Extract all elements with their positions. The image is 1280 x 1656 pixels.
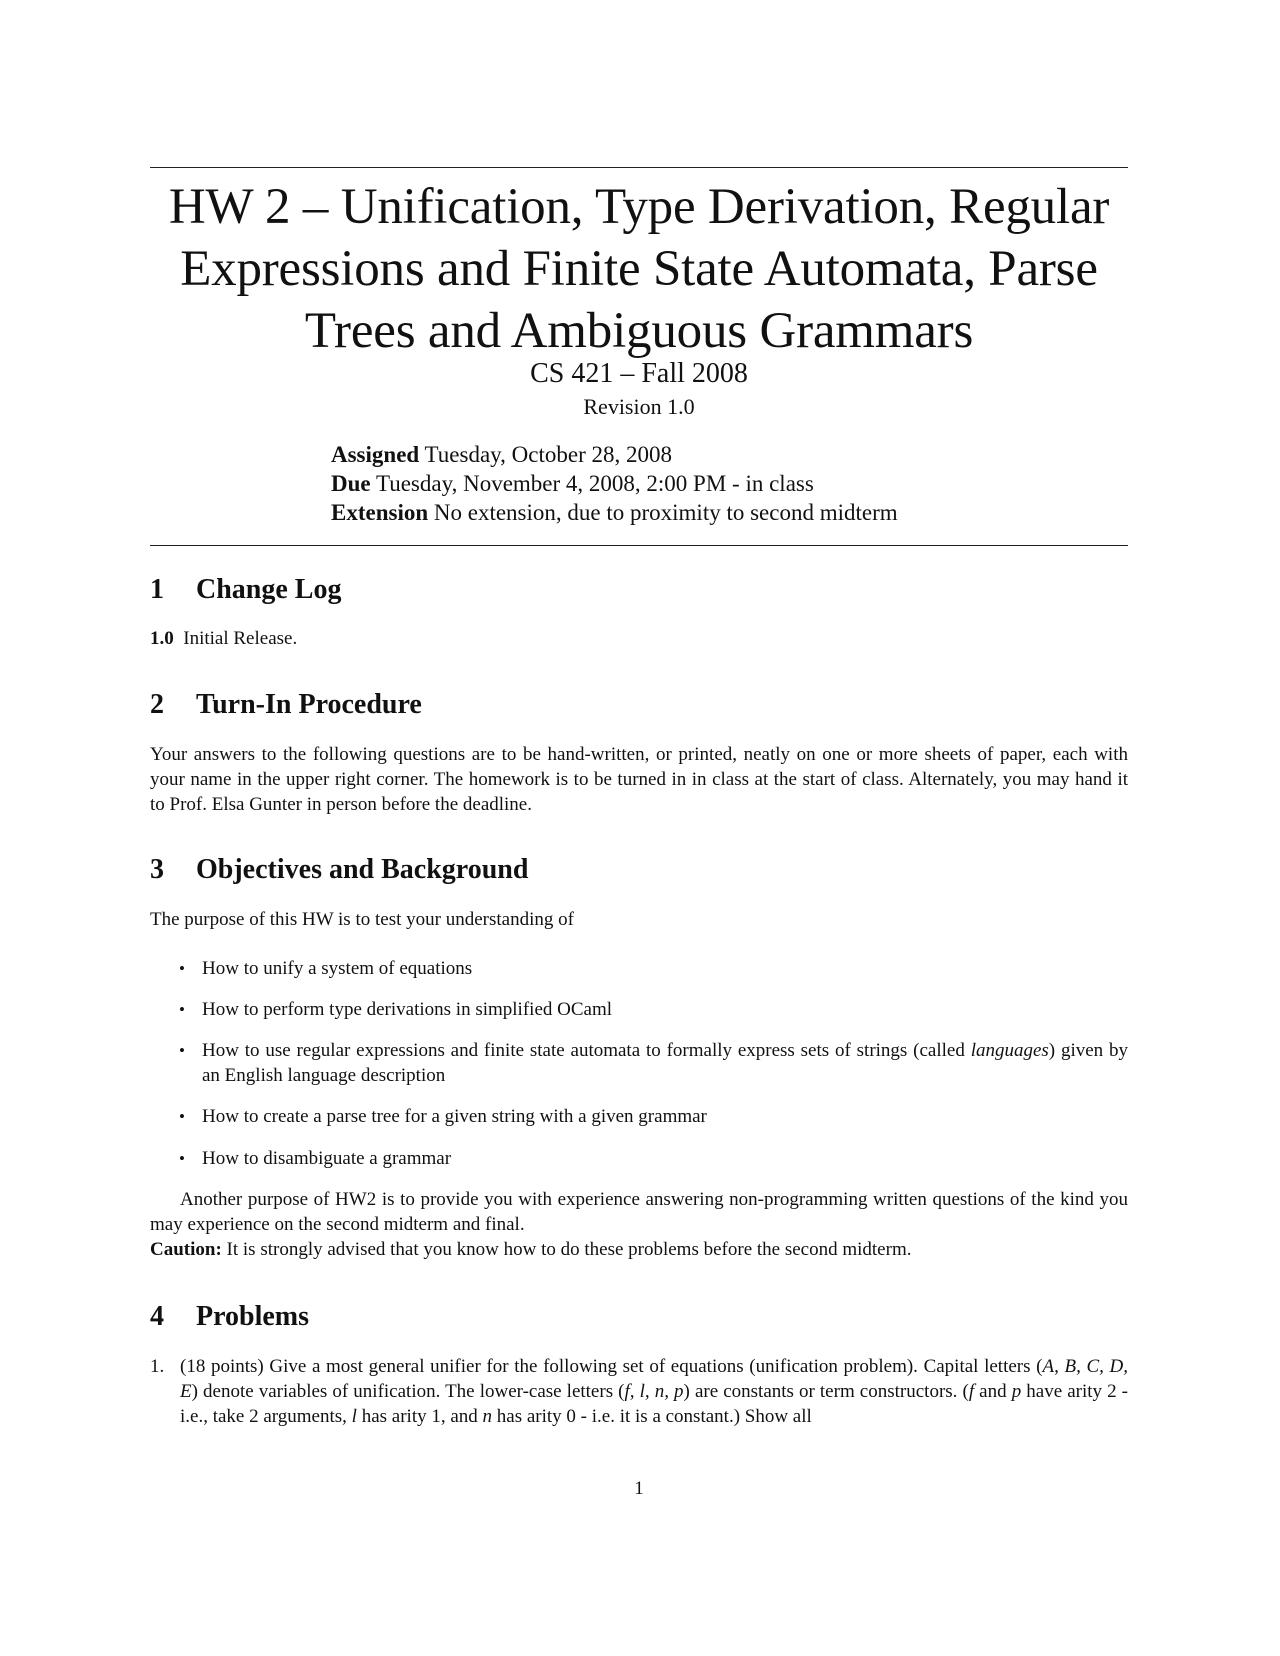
section-heading-turn-in (150, 688, 422, 722)
document-title (150, 176, 1128, 362)
section-number: 2 (150, 689, 164, 720)
extension-label: Extension (331, 500, 429, 525)
section-title: Turn-In Procedure (196, 689, 422, 720)
due-row (331, 469, 898, 498)
changelog-text: Initial Release. (183, 628, 298, 649)
page-number: 1 (634, 1478, 644, 1499)
section-number: 4 (150, 1301, 164, 1332)
due-label: Due (331, 471, 371, 496)
italic-term: languages (970, 1040, 1049, 1061)
section-heading-change-log (150, 573, 341, 607)
another-purpose-paragraph: Another purpose of HW2 is to provide you with experience answering non-programming written questions of the kind you may experience on the second midterm and final. (150, 1189, 1128, 1235)
list-item-text: How to create a parse tree for a given string with a given grammar (202, 1106, 707, 1127)
list-item-text: How to disambiguate a grammar (202, 1148, 452, 1169)
problem-number: 1. (150, 1356, 165, 1377)
section-heading-problems (150, 1300, 309, 1334)
caution-text: It is strongly advised that you know how to do these problems before the second midterm. (226, 1239, 912, 1260)
changelog-entry (150, 626, 1128, 651)
assigned-value: Tuesday, October 28, 2008 (424, 442, 672, 467)
caution-paragraph (150, 1237, 1128, 1262)
list-item-text: How to unify a system of equations (202, 958, 473, 979)
turnin-paragraph: Your answers to the following questions are to be hand-written, or printed, neatly on one or more sheets of paper, each with your name in the upper right corner. The homework is to be turned in in class at the start of class. Alternately, you may hand it to Prof. Elsa Gunter in person before the deadline. (150, 744, 1128, 815)
course-label: CS 421 – Fall 2008 (530, 358, 748, 389)
list-item-text: How to use regular expressions and finite state automata to formally express sets of strings (called languages) given by an English language description (202, 1040, 1129, 1086)
assigned-row (331, 440, 898, 469)
changelog-version: 1.0 (150, 628, 174, 649)
extension-value: No extension, due to proximity to second midterm (433, 500, 898, 525)
assigned-label: Assigned (331, 442, 420, 467)
extension-row (331, 498, 898, 527)
assignment-meta (331, 440, 898, 527)
revision-label: Revision 1.0 (583, 394, 695, 419)
section-title: Objectives and Background (196, 854, 529, 885)
document-page: HW 2 – Unification, Type Derivation, Regular Expressions and Finite State Automata, Parse Trees and Ambiguous Grammars CS 421 – Fall 2008 Revision 1.0 Assigned Tuesday, October 28, 2008 Due Tuesday, November 4, 2008, 2:00 PM - in class Extension No extension, due to proximity to second midterm 1 Change Log 1.0 Initial Release. 2 Turn-In Procedure Your answers to the following questions are to be hand-written, or printed, neatly on one or more sheets of paper, each with your name in the upper right corner. The homework is to be turned in in class at the start of class. Alternately, you may hand it to Prof. Elsa Gunter in person before the deadline. 3 Objectives and Background The purpose of this HW is to test your understanding of • How to unify a system of equations • How to perform type derivations in simplified OCaml • How to use regular expressions and finite state automata to formally express sets of strings (called languages) given by an English language description • How to create a parse tree for a given string with a given grammar • How to disambiguate a grammar Another purpose of HW2 is to provide you with experience answering non-programming written questions of the kind you may experience on the second midterm and final. Caution: It is strongly advised that you know how to do these problems before the second midterm. 4 Problems 1. (18 points) Give a most general unifier for the following set of equations (unification problem). Capital letters (A, B, C, D, E) denote variables of unification. The lower-case letters (f, l, n, p) are constants or term constructors. (f and p have arity 2 - i.e., take 2 arguments, l has arity 1, and n has arity 0 - i.e. it is a constant.) Show all 1 (0, 0, 1280, 1656)
title-line-1: HW 2 – Unification, Type Derivation, Regular (168, 179, 1110, 235)
title-line-3: Trees and Ambiguous Grammars (304, 303, 974, 359)
section-title: Problems (196, 1301, 310, 1332)
top-rule (150, 167, 1128, 168)
objectives-intro: The purpose of this HW is to test your understanding of (150, 909, 574, 930)
header-bottom-rule (150, 545, 1128, 546)
section-number: 1 (150, 574, 164, 605)
section-number: 3 (150, 854, 164, 885)
due-value: Tuesday, November 4, 2008, 2:00 PM - in class (375, 471, 814, 496)
caution-label: Caution: (150, 1239, 222, 1260)
title-line-2: Expressions and Finite State Automata, Parse (180, 241, 1098, 297)
section-title: Change Log (196, 574, 342, 605)
list-item-text: How to perform type derivations in simplified OCaml (202, 999, 613, 1020)
section-heading-objectives (150, 853, 528, 887)
problem-text: (18 points) Give a most general unifier for the following set of equations (unification problem). Capital letters (A, B, C, D, E) denote variables of unification. The lower-case letters (f, l, n, p) are constants or term constructors. (f and p have arity 2 - i.e., take 2 arguments, l has arity 1, and n has arity 0 - i.e. it is a constant.) Show all (180, 1356, 1129, 1427)
